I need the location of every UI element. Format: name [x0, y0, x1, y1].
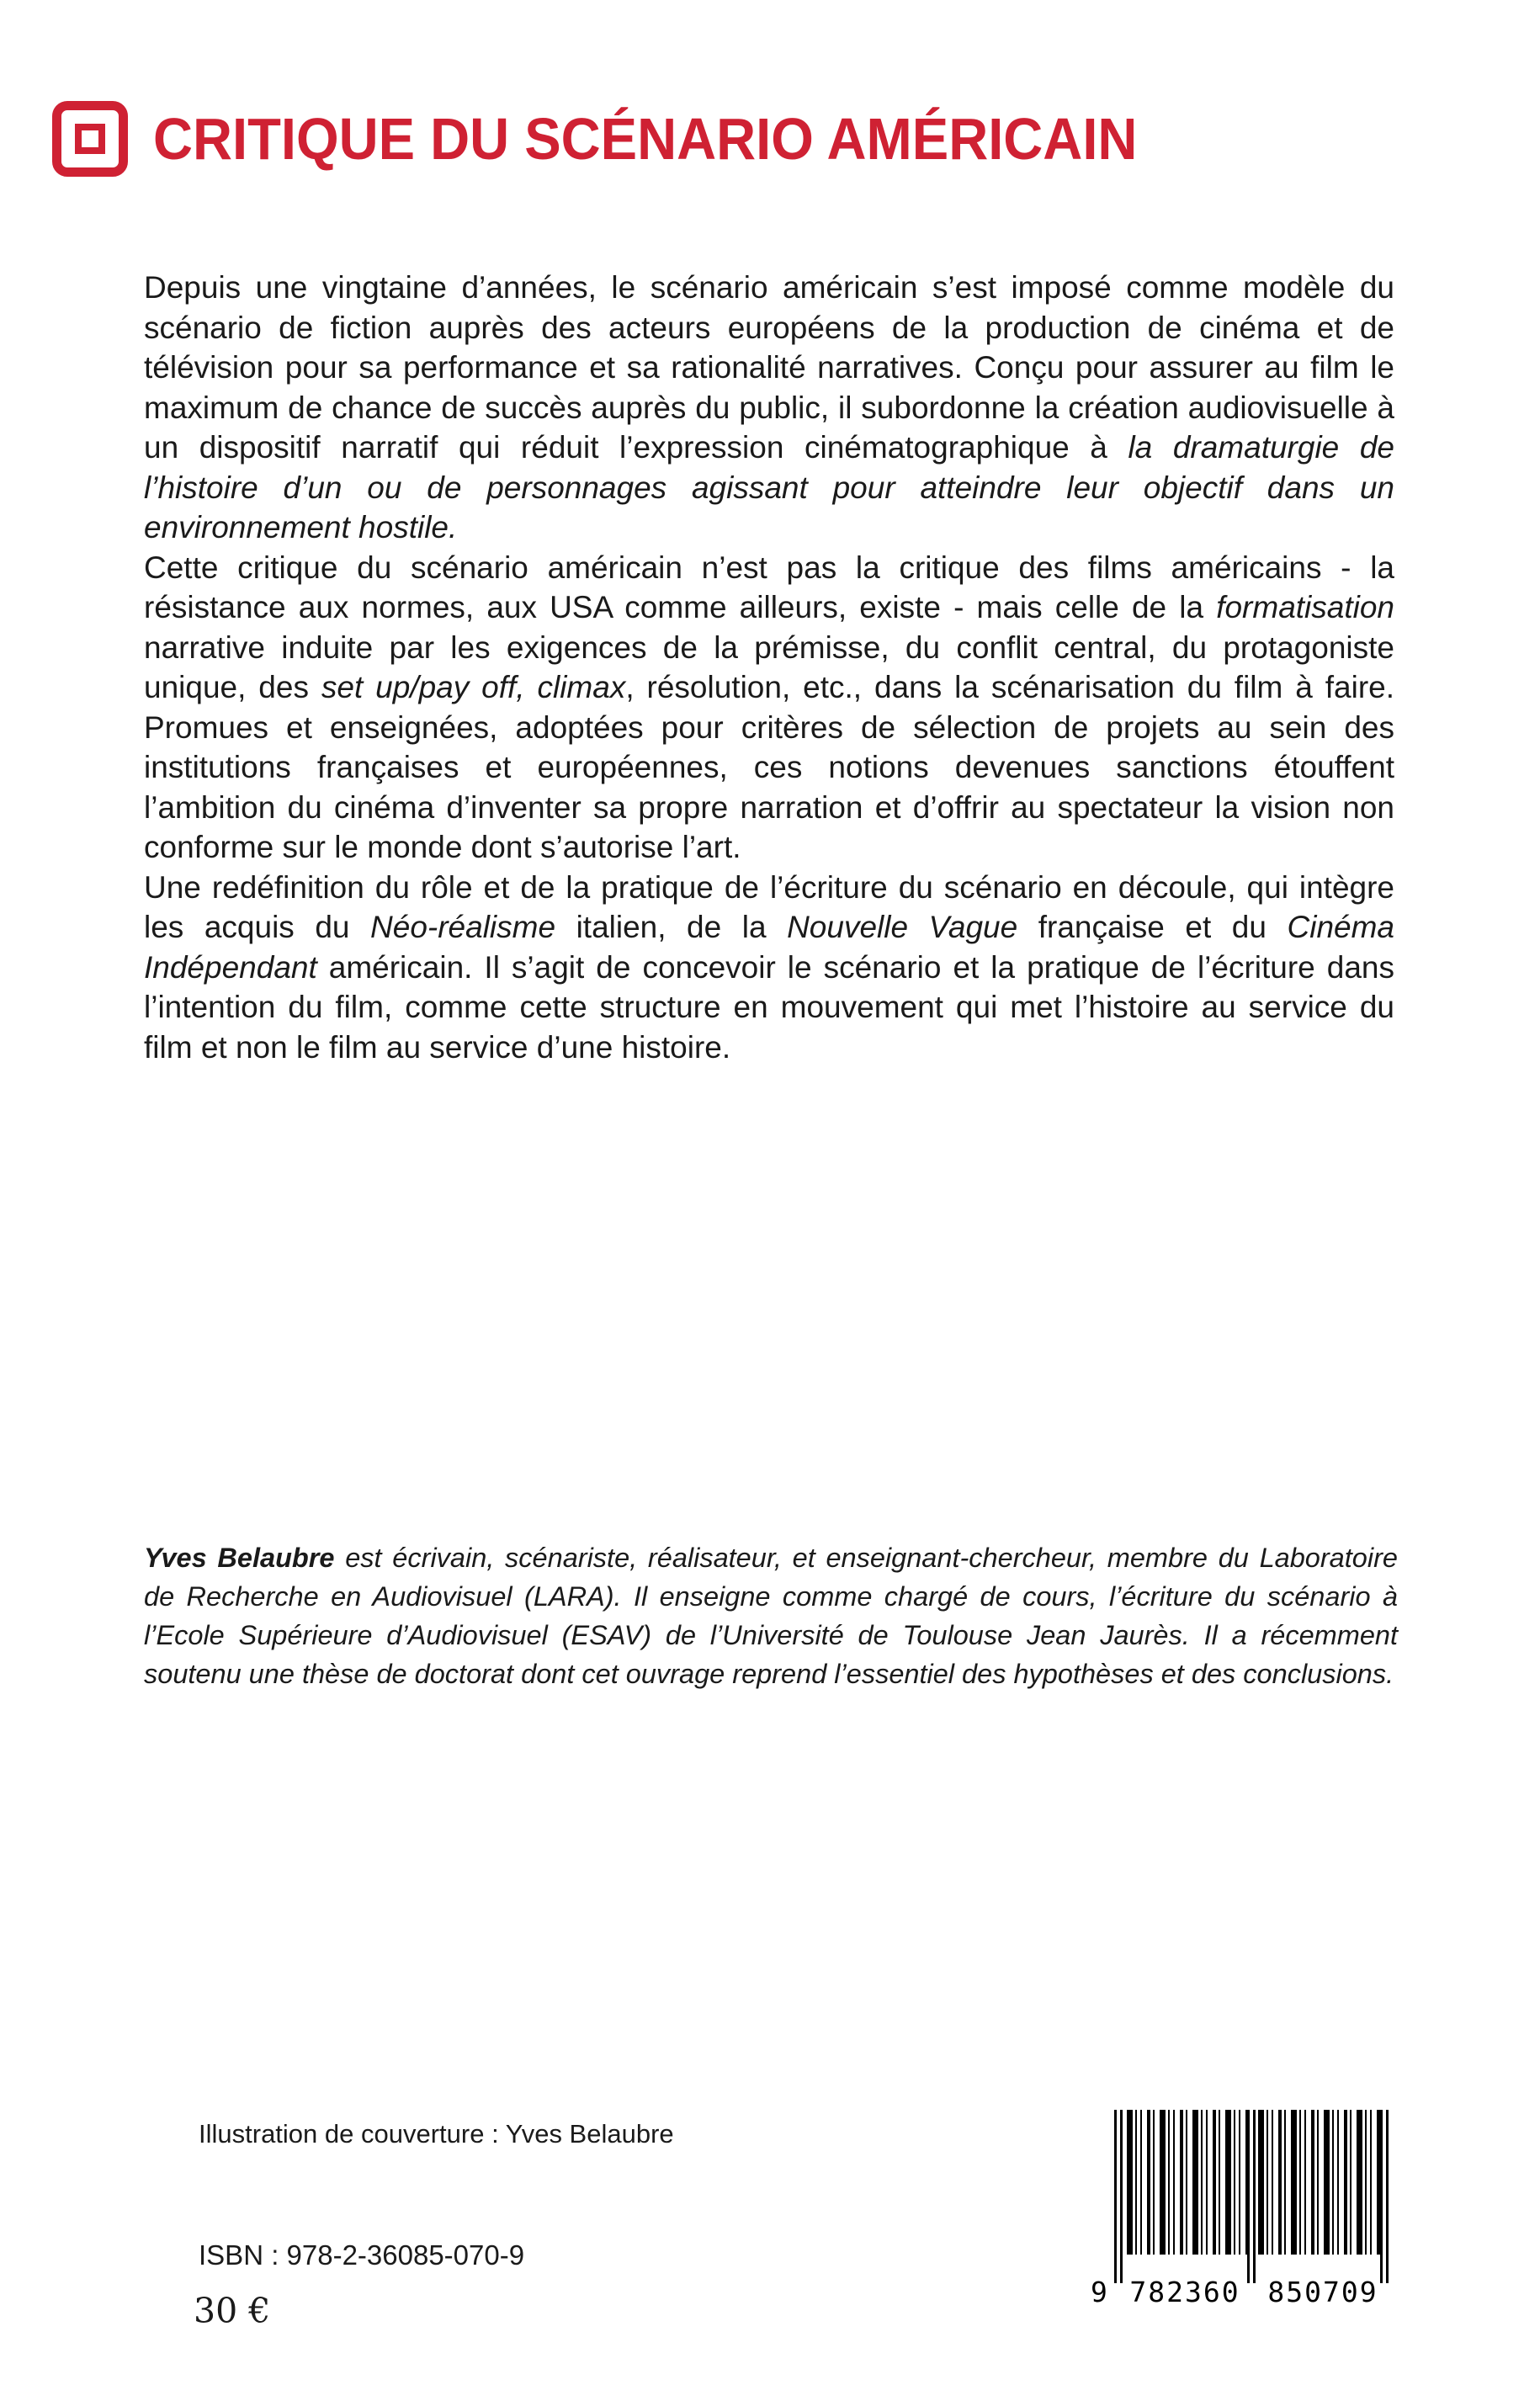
book-title: CRITIQUE DU SCÉNARIO AMÉRICAIN	[153, 106, 1138, 172]
isbn-number: ISBN : 978-2-36085-070-9	[199, 2239, 525, 2271]
synopsis	[144, 268, 1394, 1067]
author-bio-text: Yves Belaubre est écrivain, scénariste, réalisateur, et enseignant-chercheur, membre du Laboratoire de Recherche en Audiovisuel (LARA). Il enseigne comme chargé de cours, l’écriture du scénario à l’Ecole Supérieure d’Audiovisuel (ESAV) de l’Université de Toulouse Jean Jaurès. Il a récemment soutenu une thèse de doctorat dont cet ouvrage reprend l’essentiel des hypothèses et des conclusions.	[144, 1543, 1398, 1689]
author-bio	[144, 1538, 1398, 1693]
price: 30 €	[194, 2291, 271, 2331]
synopsis-paragraph-1: Depuis une vingtaine d’années, le scénario américain s’est imposé comme modèle du scénario de fiction auprès des acteurs européens de la production de cinéma et de télévision pour sa performance et sa rationalité narratives. Conçu pour assurer au film le maximum de chance de succès auprès du public, il subordonne la création audiovisuelle à un dispositif narratif qui réduit l’expression cinématographique à la dramaturgie de l’histoire d’un ou de personnages agissant pour atteindre leur objectif dans un environnement hostile.	[144, 270, 1394, 544]
barcode-guard-middle	[1247, 2110, 1256, 2283]
publisher-logo-inner-square	[75, 124, 105, 154]
ean-barcode	[1091, 2110, 1392, 2310]
barcode-guard-right	[1380, 2110, 1389, 2283]
barcode-digits	[1091, 2260, 1392, 2308]
synopsis-paragraph-3: Une redéfinition du rôle et de la pratique de l’écriture du scénario en découle, qui intègre les acquis du Néo-réalisme italien, de la Nouvelle Vague française et du Cinéma Indépendant américain. Il s’agit de concevoir le scénario et la pratique de l’écriture dans l’intention du film, comme cette structure en mouvement qui met l’histoire au service du film et non le film au service d’une histoire.	[144, 869, 1394, 1065]
publisher-logo-icon	[52, 101, 128, 177]
header	[52, 101, 1211, 177]
barcode-digit-group-1: 782360	[1129, 2276, 1240, 2308]
barcode-digit-group-2: 850709	[1267, 2276, 1378, 2308]
barcode-guard-left	[1114, 2110, 1123, 2283]
cover-illustration-credit: Illustration de couverture : Yves Belaubre	[199, 2119, 674, 2149]
synopsis-paragraph-2: Cette critique du scénario américain n’est pas la critique des films américains - la résistance aux normes, aux USA comme ailleurs, existe - mais celle de la formatisation narrative induite par les exigences de la prémisse, du conflit central, du protagoniste unique, des set up/pay off, climax, résolution, etc., dans la scénarisation du film à faire. Promues et enseignées, adoptées pour critères de sélection de projets au sein des institutions françaises et européennes, ces notions devenues sanctions étouffent l’ambition du cinéma d’inventer sa propre narration et d’offrir au spectateur la vision non conforme sur le monde dont s’autorise l’art.	[144, 550, 1395, 864]
barcode-digit-first: 9	[1091, 2276, 1109, 2308]
